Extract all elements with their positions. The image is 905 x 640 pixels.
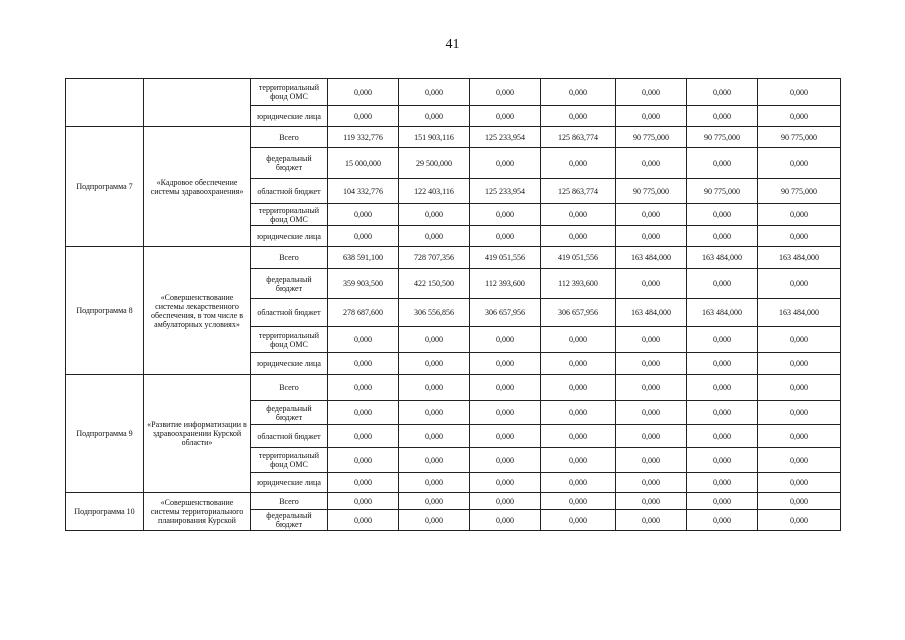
funding-source: юридические лица [251, 226, 328, 247]
amount-cell: 0,000 [616, 106, 687, 127]
amount-cell: 0,000 [616, 401, 687, 425]
subprogram-name: Подпрограмма 7 [66, 127, 144, 247]
amount-cell: 112 393,600 [541, 269, 616, 299]
amount-cell: 638 591,100 [328, 247, 399, 269]
amount-cell: 0,000 [328, 106, 399, 127]
amount-cell: 0,000 [470, 448, 541, 473]
amount-cell: 0,000 [399, 226, 470, 247]
amount-cell: 0,000 [470, 106, 541, 127]
amount-cell: 422 150,500 [399, 269, 470, 299]
funding-source: областной бюджет [251, 299, 328, 327]
amount-cell: 0,000 [541, 106, 616, 127]
funding-source: Всего [251, 127, 328, 148]
funding-source: юридические лица [251, 353, 328, 375]
amount-cell: 0,000 [616, 327, 687, 353]
amount-cell: 0,000 [541, 375, 616, 401]
subprogram-name: Подпрограмма 8 [66, 247, 144, 375]
amount-cell: 0,000 [687, 204, 758, 226]
amount-cell: 163 484,000 [616, 299, 687, 327]
amount-cell: 0,000 [758, 148, 841, 179]
amount-cell: 90 775,000 [687, 127, 758, 148]
amount-cell: 0,000 [541, 226, 616, 247]
table-row [66, 375, 841, 401]
subprogram-name [66, 79, 144, 127]
amount-cell: 0,000 [470, 401, 541, 425]
amount-cell: 0,000 [328, 353, 399, 375]
funding-source: областной бюджет [251, 179, 328, 204]
subprogram-name: Подпрограмма 9 [66, 375, 144, 493]
funding-source: территориальный фонд ОМС [251, 79, 328, 106]
amount-cell: 0,000 [616, 425, 687, 448]
amount-cell: 0,000 [399, 353, 470, 375]
amount-cell: 0,000 [399, 493, 470, 510]
funding-source: территориальный фонд ОМС [251, 448, 328, 473]
amount-cell: 419 051,556 [541, 247, 616, 269]
budget-table [65, 78, 841, 531]
amount-cell: 419 051,556 [470, 247, 541, 269]
amount-cell: 163 484,000 [616, 247, 687, 269]
amount-cell: 119 332,776 [328, 127, 399, 148]
funding-source: федеральный бюджет [251, 269, 328, 299]
subprogram-description: «Развитие информатизации в здравоохранении Курской области» [144, 375, 251, 493]
amount-cell: 0,000 [399, 375, 470, 401]
amount-cell: 163 484,000 [758, 299, 841, 327]
subprogram-description: «Совершенствование системы территориального планирования Курской [144, 493, 251, 531]
subprogram-description [144, 79, 251, 127]
amount-cell: 0,000 [687, 106, 758, 127]
amount-cell: 0,000 [541, 425, 616, 448]
funding-source: территориальный фонд ОМС [251, 327, 328, 353]
amount-cell: 0,000 [470, 510, 541, 531]
amount-cell: 0,000 [399, 204, 470, 226]
amount-cell: 0,000 [758, 204, 841, 226]
amount-cell: 0,000 [399, 106, 470, 127]
amount-cell: 0,000 [541, 493, 616, 510]
amount-cell: 0,000 [399, 401, 470, 425]
amount-cell: 122 403,116 [399, 179, 470, 204]
amount-cell: 125 233,954 [470, 179, 541, 204]
amount-cell: 90 775,000 [616, 179, 687, 204]
amount-cell: 0,000 [616, 226, 687, 247]
amount-cell: 0,000 [328, 204, 399, 226]
amount-cell: 0,000 [328, 226, 399, 247]
amount-cell: 0,000 [616, 269, 687, 299]
amount-cell: 0,000 [399, 510, 470, 531]
amount-cell: 0,000 [328, 510, 399, 531]
amount-cell: 0,000 [687, 401, 758, 425]
amount-cell: 0,000 [758, 401, 841, 425]
funding-source: юридические лица [251, 473, 328, 493]
amount-cell: 0,000 [687, 493, 758, 510]
amount-cell: 0,000 [687, 473, 758, 493]
amount-cell: 0,000 [758, 226, 841, 247]
table-row [66, 247, 841, 269]
amount-cell: 0,000 [470, 473, 541, 493]
table-row [66, 127, 841, 148]
amount-cell: 90 775,000 [758, 127, 841, 148]
amount-cell: 0,000 [616, 353, 687, 375]
amount-cell: 0,000 [687, 425, 758, 448]
amount-cell: 0,000 [541, 353, 616, 375]
amount-cell: 0,000 [470, 204, 541, 226]
amount-cell: 0,000 [616, 148, 687, 179]
amount-cell: 0,000 [758, 510, 841, 531]
amount-cell: 0,000 [758, 425, 841, 448]
amount-cell: 151 903,116 [399, 127, 470, 148]
amount-cell: 0,000 [687, 375, 758, 401]
amount-cell: 163 484,000 [687, 299, 758, 327]
amount-cell: 0,000 [687, 148, 758, 179]
funding-source: федеральный бюджет [251, 510, 328, 531]
amount-cell: 0,000 [687, 448, 758, 473]
amount-cell: 0,000 [328, 493, 399, 510]
amount-cell: 0,000 [758, 79, 841, 106]
amount-cell: 112 393,600 [470, 269, 541, 299]
amount-cell: 90 775,000 [687, 179, 758, 204]
amount-cell: 0,000 [758, 269, 841, 299]
amount-cell: 0,000 [616, 375, 687, 401]
amount-cell: 0,000 [687, 327, 758, 353]
amount-cell: 90 775,000 [616, 127, 687, 148]
amount-cell: 0,000 [399, 327, 470, 353]
amount-cell: 0,000 [328, 375, 399, 401]
amount-cell: 0,000 [758, 448, 841, 473]
amount-cell: 0,000 [541, 510, 616, 531]
budget-table-body [66, 79, 841, 531]
table-row [66, 79, 841, 106]
funding-source: территориальный фонд ОМС [251, 204, 328, 226]
amount-cell: 0,000 [758, 473, 841, 493]
amount-cell: 0,000 [616, 204, 687, 226]
amount-cell: 0,000 [328, 448, 399, 473]
funding-source: областной бюджет [251, 425, 328, 448]
amount-cell: 0,000 [328, 425, 399, 448]
funding-source: Всего [251, 493, 328, 510]
amount-cell: 0,000 [541, 204, 616, 226]
amount-cell: 15 000,000 [328, 148, 399, 179]
subprogram-description: «Кадровое обеспечение системы здравоохранения» [144, 127, 251, 247]
subprogram-description: «Совершенствование системы лекарственного обеспечения, в том числе в амбулаторных условиях» [144, 247, 251, 375]
amount-cell: 359 903,500 [328, 269, 399, 299]
amount-cell: 0,000 [616, 473, 687, 493]
amount-cell: 278 687,600 [328, 299, 399, 327]
amount-cell: 0,000 [328, 327, 399, 353]
amount-cell: 0,000 [687, 510, 758, 531]
amount-cell: 0,000 [470, 375, 541, 401]
amount-cell: 728 707,356 [399, 247, 470, 269]
funding-source: юридические лица [251, 106, 328, 127]
amount-cell: 0,000 [687, 226, 758, 247]
amount-cell: 0,000 [470, 79, 541, 106]
funding-source: Всего [251, 247, 328, 269]
amount-cell: 125 233,954 [470, 127, 541, 148]
amount-cell: 0,000 [328, 79, 399, 106]
subprogram-name: Подпрограмма 10 [66, 493, 144, 531]
amount-cell: 306 657,956 [541, 299, 616, 327]
amount-cell: 0,000 [541, 448, 616, 473]
amount-cell: 0,000 [328, 401, 399, 425]
amount-cell: 306 657,956 [470, 299, 541, 327]
amount-cell: 0,000 [470, 425, 541, 448]
amount-cell: 0,000 [616, 493, 687, 510]
amount-cell: 0,000 [758, 493, 841, 510]
table-row [66, 493, 841, 510]
amount-cell: 0,000 [687, 269, 758, 299]
page-number: 41 [445, 37, 460, 52]
amount-cell: 0,000 [399, 425, 470, 448]
amount-cell: 0,000 [687, 79, 758, 106]
amount-cell: 0,000 [758, 375, 841, 401]
amount-cell: 90 775,000 [758, 179, 841, 204]
amount-cell: 125 863,774 [541, 127, 616, 148]
amount-cell: 0,000 [758, 327, 841, 353]
amount-cell: 306 556,856 [399, 299, 470, 327]
amount-cell: 0,000 [541, 473, 616, 493]
amount-cell: 0,000 [470, 226, 541, 247]
amount-cell: 0,000 [470, 353, 541, 375]
amount-cell: 0,000 [541, 401, 616, 425]
amount-cell: 0,000 [328, 473, 399, 493]
amount-cell: 0,000 [541, 148, 616, 179]
amount-cell: 29 500,000 [399, 148, 470, 179]
amount-cell: 0,000 [541, 327, 616, 353]
amount-cell: 0,000 [758, 106, 841, 127]
amount-cell: 0,000 [470, 148, 541, 179]
amount-cell: 0,000 [399, 473, 470, 493]
amount-cell: 0,000 [616, 79, 687, 106]
amount-cell: 163 484,000 [758, 247, 841, 269]
amount-cell: 125 863,774 [541, 179, 616, 204]
amount-cell: 0,000 [687, 353, 758, 375]
amount-cell: 0,000 [541, 79, 616, 106]
amount-cell: 0,000 [399, 448, 470, 473]
amount-cell: 104 332,776 [328, 179, 399, 204]
funding-source: Всего [251, 375, 328, 401]
amount-cell: 0,000 [616, 510, 687, 531]
amount-cell: 0,000 [616, 448, 687, 473]
funding-source: федеральный бюджет [251, 401, 328, 425]
funding-source: федеральный бюджет [251, 148, 328, 179]
amount-cell: 0,000 [758, 353, 841, 375]
amount-cell: 0,000 [399, 79, 470, 106]
amount-cell: 0,000 [470, 327, 541, 353]
amount-cell: 163 484,000 [687, 247, 758, 269]
amount-cell: 0,000 [470, 493, 541, 510]
